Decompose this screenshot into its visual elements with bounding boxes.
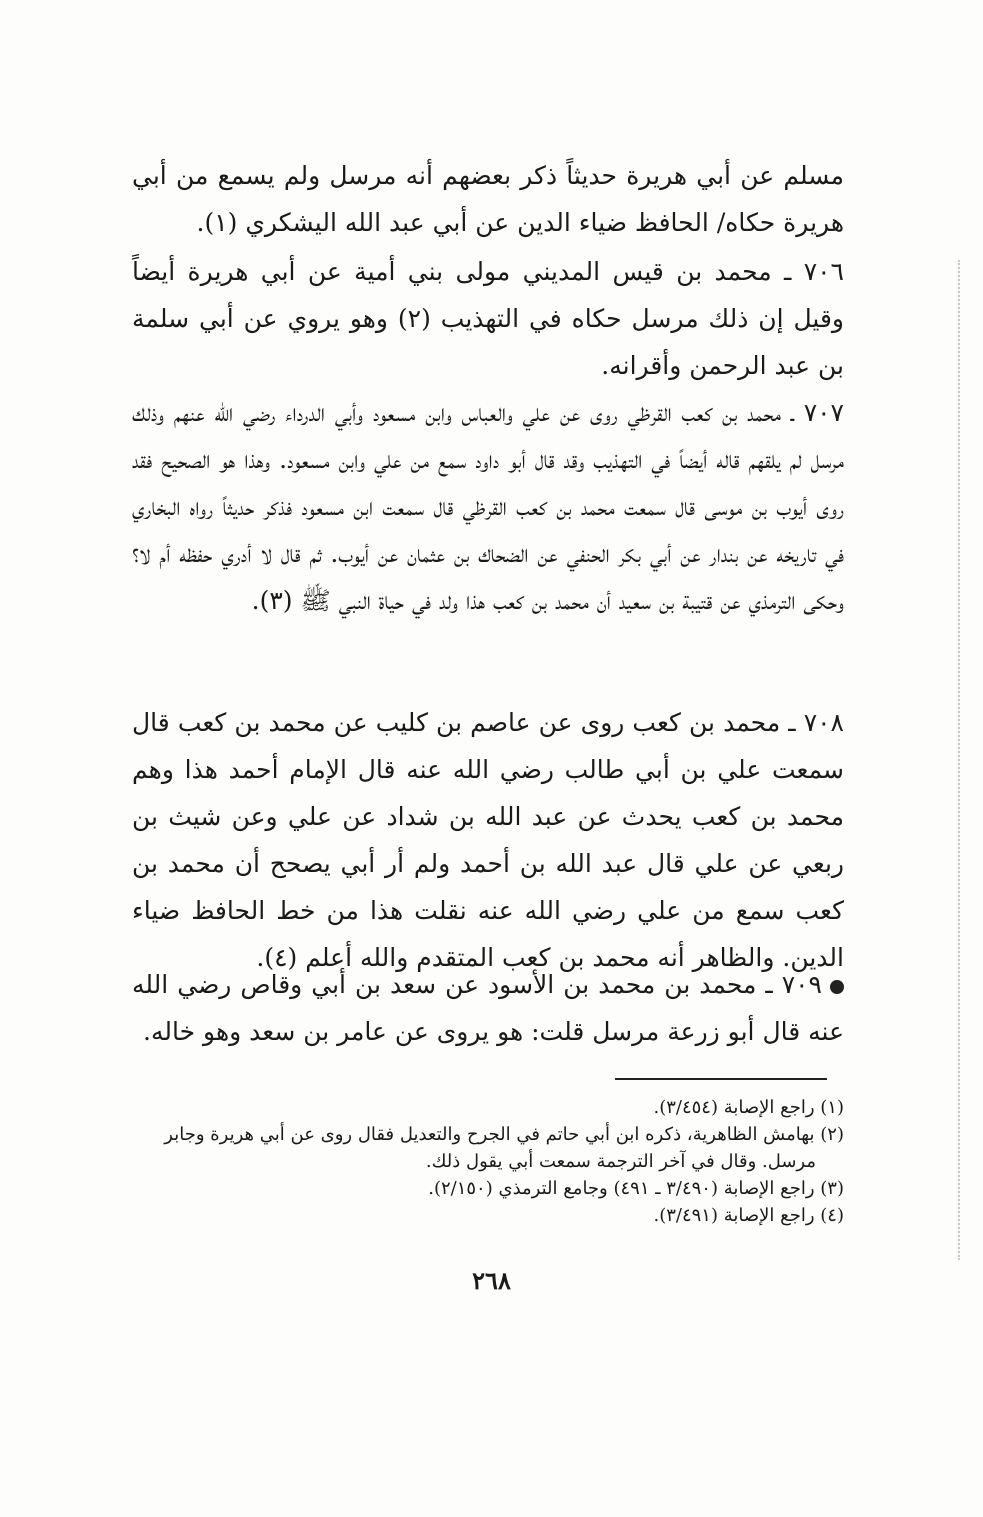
entry-707 bbox=[132, 389, 844, 624]
paragraph-text: ٧٠٧ ـ محمد بن كعب القرظي روى عن علي والعباس وابن مسعود وأبي الدرداء رضي الله عنهم وذلك مرسل لم يلقهم قاله أيضاً في التهذيب وقد قال أبو داود سمع من علي وابن مسعود. وهذا هو الصحيح فقد روى أيوب بن موسى قال سمعت محمد بن كعب القرظي قال سمعت ابن مسعود فذكر حديثاً رواه البخاري في تاريخه عن بندار عن أبي بكر الحنفي عن الضحاك بن عثمان عن أيوب. ثم قال لا أدري حفظه أم لا؟ وحكى الترمذي عن قتيبة بن سعيد أن محمد بن كعب هذا ولد في حياة النبي ﷺ (٣). bbox=[132, 398, 844, 615]
paragraph-text bbox=[132, 961, 844, 1055]
footnote-4: (٤) راجع الإصابة (٣/٤٩١). bbox=[653, 1205, 844, 1226]
paragraph-text: ٧٠٨ ـ محمد بن كعب روى عن عاصم بن كليب عن محمد بن كعب قال سمعت علي بن أبي طالب رضي الله عنه قال الإمام أحمد هذا وهم محمد بن كعب يحدث عن عبد الله بن شداد عن علي وعن شيث بن ربعي عن علي قال عبد الله بن أحمد ولم أر أبي يصحح أن محمد بن كعب سمع من علي رضي الله عنه نقلت هذا من خط الحافظ ضياء الدين. والظاهر أنه محمد بن كعب المتقدم والله أعلم (٤). bbox=[132, 708, 844, 972]
footnote-3: (٣) راجع الإصابة (٣/٤٩٠ ـ ٤٩١) وجامع الترمذي (٢/١٥٠). bbox=[428, 1178, 844, 1199]
footnote-2-continuation: مرسل. وقال في آخر الترجمة سمعت أبي يقول ذلك. bbox=[425, 1151, 816, 1172]
footnote-2: (٢) بهامش الظاهرية، ذكره ابن أبي حاتم في الجرح والتعديل فقال روى عن أبي هريرة وجابر bbox=[164, 1124, 844, 1145]
footnote-1: (١) راجع الإصابة (٣/٤٥٤). bbox=[653, 1097, 844, 1118]
margin-binding-dots bbox=[958, 260, 964, 1260]
entry-709-text: ٧٠٩ ـ محمد بن محمد بن الأسود عن سعد بن أبي وقاص رضي الله عنه قال أبو زرعة مرسل قلت: هو يروى عن عامر بن سعد وهو خاله. bbox=[132, 970, 844, 1046]
entry-709 bbox=[132, 961, 844, 1055]
paragraph-text: ٧٠٦ ـ محمد بن قيس المديني مولى بني أمية عن أبي هريرة أيضاً وقيل إن ذلك مرسل حكاه في التهذيب (٢) وهو يروي عن أبي سلمة بن عبد الرحمن وأقرانه. bbox=[132, 257, 844, 380]
paragraph-text: مسلم عن أبي هريرة حديثاً ذكر بعضهم أنه مرسل ولم يسمع من أبي هريرة حكاه/ الحافظ ضياء الدين عن أبي عبد الله اليشكري (١). bbox=[132, 161, 844, 237]
entry-706 bbox=[132, 248, 844, 389]
paragraph-continuation bbox=[132, 152, 844, 246]
footnotes bbox=[132, 1094, 844, 1229]
bullet-dot-icon bbox=[830, 980, 844, 994]
entry-708 bbox=[132, 699, 844, 981]
footnote-separator bbox=[615, 1078, 827, 1080]
page-number: ٢٦٨ bbox=[472, 1266, 511, 1295]
